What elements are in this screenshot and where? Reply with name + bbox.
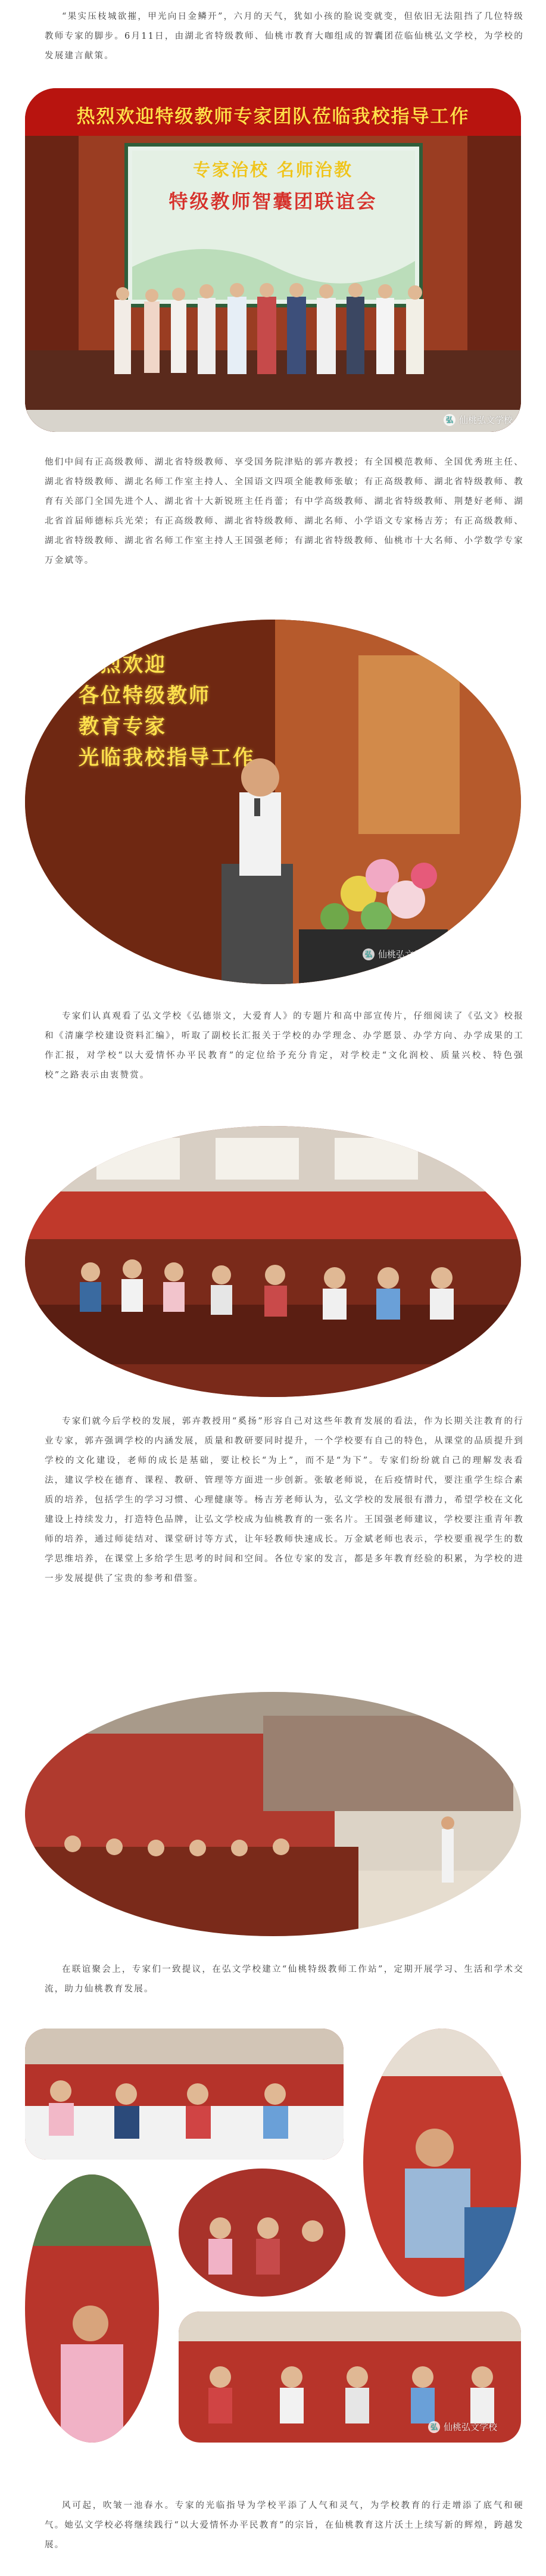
led-line: 各位特级教师: [79, 684, 211, 708]
workstation-paragraph: 在联谊聚会上，专家们一致提议，在弘文学校建立“仙桃特级教师工作站”，定期开展学习、生活和学术交流，助力仙桃教育发展。: [45, 1965, 524, 1994]
intro-paragraph: “果实压枝城欲摧，甲光向日金鳞开”，六月的天气，犹如小孩的脸说变就变，但依旧无法阻挡了几位特级教师专家的脚步。6月11日，由湖北省特级教师、仙桃市教育大咖组成的智囊团莅临仙桃弘文学校，为学校的发展建言献策。: [45, 12, 524, 61]
closing-paragraph: 风可起，吹皱一池春水。专家的光临指导为学校平添了人气和灵气，为学校教育的行走增添了底气和硬气。她弘文学校必将继续践行“以大爱情怀办平民教育”的宗旨，在仙桃教育这片沃土上续写新的辉煌，跨越发展。: [45, 2501, 524, 2550]
meeting-photo-1: [25, 1126, 521, 1397]
group-photo-illustration: [25, 88, 521, 432]
school-logo-icon: 弘: [444, 414, 455, 426]
banner-slogan: 热烈欢迎特级教师专家团队莅临我校指导工作: [76, 106, 470, 127]
watermark: 弘 仙桃弘文学校: [428, 1909, 497, 1922]
watermark: 弘 仙桃弘文学校: [428, 1373, 497, 1385]
meeting-illustration-1: [25, 1126, 521, 1397]
collage-illustration-a: [25, 2029, 344, 2160]
meeting-photo-2: [25, 1692, 521, 1936]
experts-paragraph: 他们中间有正高级教师、湖北省特级教师、享受国务院津贴的郭卉教授；有全国模范教师、全国优秀班主任、湖北省特级教师、湖北名师工作室主持人、全国语文四项全能教师张敏；有正高级教师、湖北省特级教师、教育有关部门全国先进个人、湖北省十大新锐班主任肖蕾；有中学高级教师、湖北省特级教师、荆楚好老师、湖北省首届师德标兵光荣；有正高级教师、湖北省特级教师、湖北名师、小学语文专家杨吉芳；有正高级教师、湖北省特级教师、湖北省名师工作室主持人王国强老师；有湖北省特级教师、仙桃市十大名师、小学数学专家万金斌等。: [45, 458, 524, 565]
collage-illustration-d: [179, 2169, 345, 2297]
screen-title: 特级教师智囊团联谊会: [169, 190, 377, 213]
collage-photo-top-left: [25, 2029, 344, 2160]
screen-subtitle: 专家治校 名师治教: [192, 160, 354, 180]
school-logo-icon: 弘: [428, 2421, 440, 2433]
collage-photo-right: [363, 2029, 521, 2297]
speaker-photo: [25, 620, 521, 984]
watermark: 弘 仙桃弘文学校: [444, 413, 513, 426]
led-welcome-sign: [79, 649, 311, 773]
collage-illustration-b: [363, 2029, 521, 2297]
collage-photo-bottom: [179, 2311, 521, 2443]
discussion-paragraph: 专家们就今后学校的发展，郭卉教授用“奚扬”形容自己对这些年教育发展的看法，作为长期关注教育的行业专家，郭卉强调学校的内涵发展，质量和教研要同时提升，一个学校要有自己的特色，从课堂的品质提升到学校的文化建设，老师的成长是基础，要让校长“为上”，而不是“为下”。专家们纷纷就自己的理解发表看法，建议学校在德育、课程、教研、管理等方面进一步创新。张敏老师说，在后疫情时代，要注重学生综合素质的培养，包括学生的学习习惯、心理健康等。杨吉芳老师认为，弘文学校的发展很有潜力，希望学校在文化建设上持续发力，打造特色品牌，让弘文学校成为仙桃教育的一张名片。王国强老师建议，学校要注重青年教师的培养，通过师徒结对、课堂研讨等方式，让年轻教师快速成长。万金斌老师也表示，学校要重视学生的数学思维培养，在课堂上多给学生思考的时间和空间。各位专家的发言，都是多年教育经验的积累，为学校的进一步发展提供了宝贵的参考和借鉴。: [45, 1417, 524, 1583]
watermark: 弘 仙桃弘文学校: [363, 948, 432, 960]
collage-photo-center: [179, 2169, 345, 2297]
review-paragraph: 专家们认真观看了弘文学校《弘德崇文，大爱育人》的专题片和高中部宣传片，仔细阅读了《弘文》校报和《清廉学校建设资料汇编》，听取了副校长汇报关于学校的办学理念、办学愿景、办学方向、办学成果的工作汇报，对学校“以大爱情怀办平民教育”的定位给予充分肯定，对学校走“文化润校、质量兴校、特色强校”之路表示由衷赞赏。: [45, 1012, 524, 1080]
school-logo-icon: 弘: [428, 1910, 440, 1922]
collage-illustration-c: [25, 2174, 159, 2443]
led-line: 热烈欢迎: [79, 653, 167, 677]
school-logo-icon: 弘: [363, 948, 375, 960]
meeting-illustration-2: [25, 1692, 521, 1936]
group-photo-banner: [25, 88, 521, 432]
led-line: 光临我校指导工作: [79, 746, 255, 770]
led-line: 教育专家: [79, 715, 167, 739]
school-logo-icon: 弘: [428, 1373, 440, 1385]
collage-photo-left: [25, 2174, 159, 2443]
watermark: 弘 仙桃弘文学校: [428, 2421, 497, 2433]
